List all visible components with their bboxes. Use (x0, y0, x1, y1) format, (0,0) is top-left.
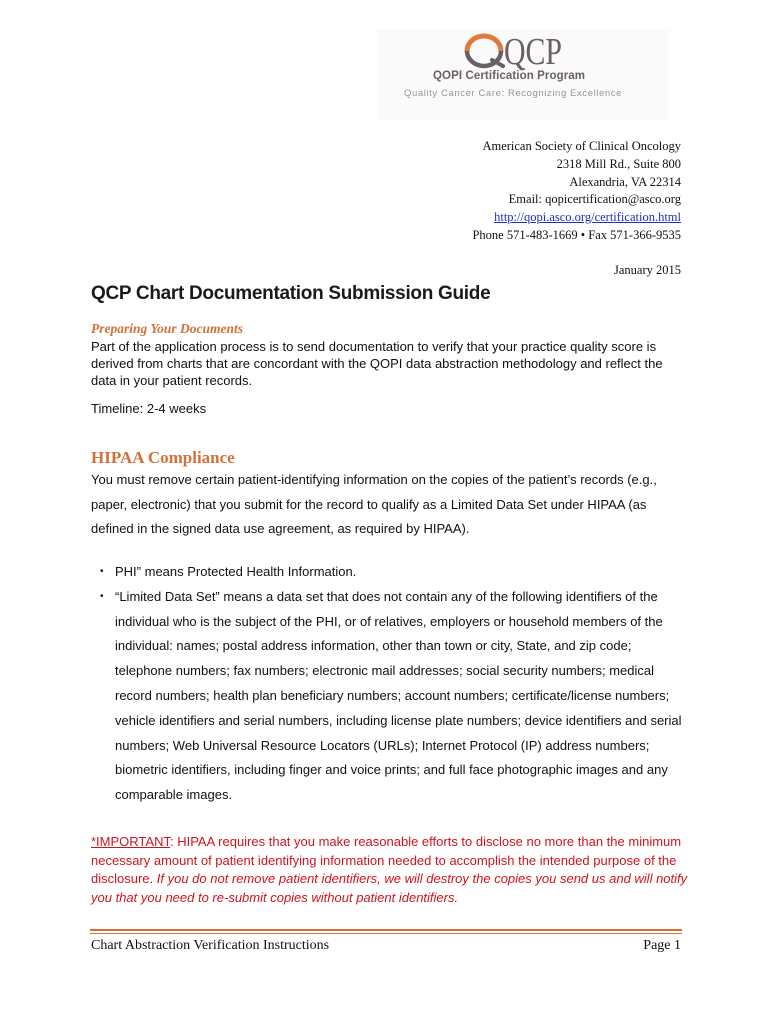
hipaa-heading: HIPAA Compliance (91, 448, 235, 467)
certification-link[interactable]: http://qopi.asco.org/certification.html (494, 210, 681, 225)
hipaa-body: You must remove certain patient-identifying information on the copies of the patient’s records (e.g., paper, electronic) that you submit for the record to qualify as a Limited Data Set under HIPAA (as defined in the signed data use agreement, as required by HIPAA). (91, 472, 657, 536)
logo-program-name: QOPI Certification Program (433, 70, 586, 82)
document-date: January 2015 (614, 263, 681, 277)
logo-mark-text: QCP (504, 31, 562, 72)
definitions-list (100, 560, 690, 808)
bullet-icon: • (100, 566, 104, 577)
bullet-icon: • (100, 590, 104, 602)
list-item (100, 560, 690, 585)
city-state-zip: Alexandria, VA 22314 (569, 174, 681, 189)
email-line: Email: qopicertification@asco.org (508, 192, 681, 207)
address-block (472, 138, 681, 245)
limited-data-set-definition: “Limited Data Set” means a data set that does not contain any of the following identifiers of the individual who is the subject of the PHI, or of relatives, employers or household members of the individual: names; postal address information, other than town or city, State, and zip code; telephone numbers; fax numbers; electronic mail addresses; social security numbers; medical record numbers; health plan beneficiary numbers; account numbers; certificate/license numbers; vehicle identifiers and serial numbers, including license plate numbers; device identifiers and serial numbers; Web Universal Resource Locators (URLs); Internet Protocol (IP) address numbers; biometric identifiers, including finger and voice prints; and full face photographic images and any comparable images. (115, 588, 682, 803)
list-item (100, 585, 690, 808)
important-warning: If you do not remove patient identifiers, we will destroy the copies you send us and will notify you that you need to re-submit copies without patient identifiers. (91, 871, 688, 905)
important-notice (91, 833, 691, 907)
phi-definition: PHI” means Protected Health Information. (115, 564, 357, 579)
preparing-heading: Preparing Your Documents (91, 321, 244, 336)
preparing-body: Part of the application process is to send documentation to verify that your practice quality score is derived from charts that are concordant with the QOPI data abstraction methodology and reflect the data in your patient records. (91, 339, 663, 388)
page-number: Page 1 (643, 938, 681, 953)
org-name: American Society of Clinical Oncology (482, 139, 681, 153)
important-label: *IMPORTANT (91, 834, 170, 849)
qcp-logo-mark-icon (458, 30, 588, 72)
logo-tagline: Quality Cancer Care: Recognizing Excellence (404, 88, 623, 99)
timeline-text: Timeline: 2-4 weeks (91, 401, 207, 416)
important-text: : HIPAA requires that you make reasonable efforts to disclose no more than the minimum necessary amount of patient identifying information needed to accomplish the intended purpose of the disclosure. (91, 834, 682, 887)
footer-divider-thin (90, 933, 682, 934)
street-address: 2318 Mill Rd., Suite 800 (556, 156, 681, 171)
page-title: QCP Chart Documentation Submission Guide (91, 283, 491, 304)
footer-divider (90, 929, 682, 931)
qcp-logo (378, 30, 668, 120)
phone-fax-line: Phone 571-483-1669 • Fax 571-366-9535 (472, 227, 681, 242)
footer-document-title: Chart Abstraction Verification Instructions (91, 938, 330, 953)
